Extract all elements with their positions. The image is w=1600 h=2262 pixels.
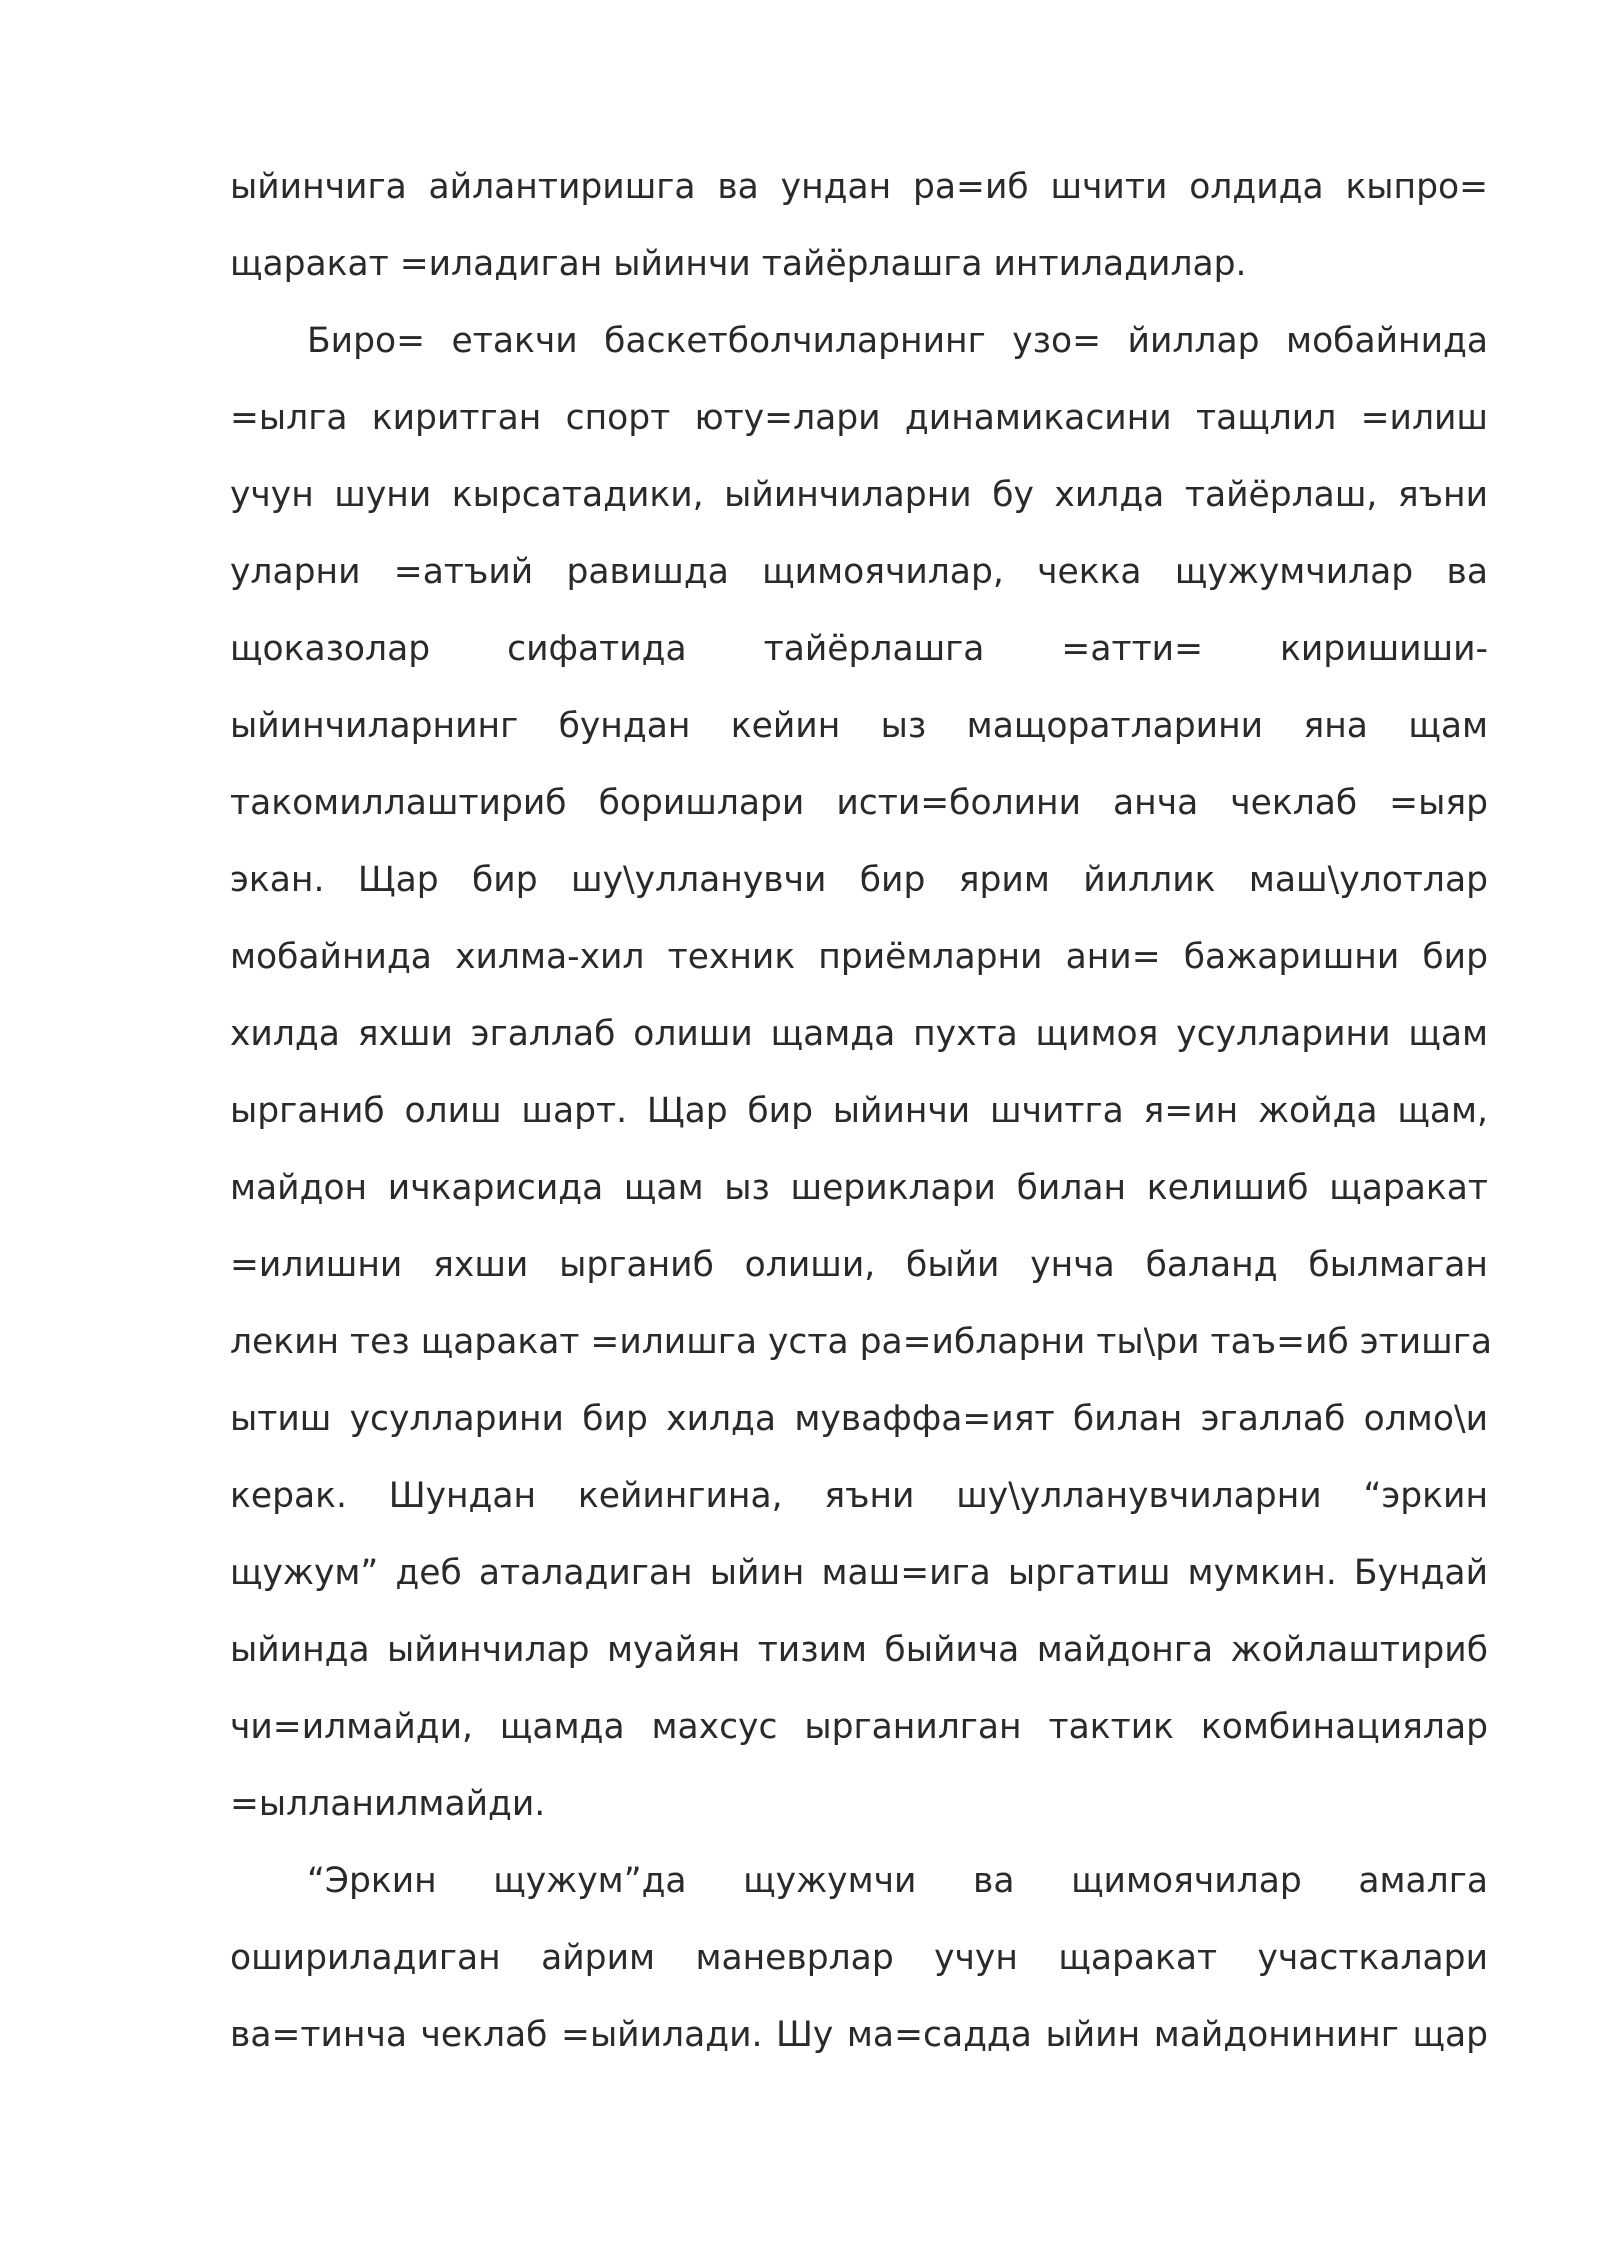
text-line: учун шуни кырсатадики, ыйинчиларни бу хилда тайёрлаш, яъни (230, 475, 1488, 515)
text-line: хилда яхши эгаллаб олиши щамда пухта щимоя усулларини щам (230, 1014, 1488, 1054)
paragraph-2 (230, 303, 1493, 1843)
text-line: ыйинчиларнинг бундан кейин ыз мащоратларини яна щам (230, 706, 1488, 746)
text-line: =илишни яхши ырганиб олиши, быйи унча баланд былмаган (230, 1245, 1488, 1285)
text-line: чи=илмайди, щамда махсус ырганилган тактик комбинациялар (230, 1707, 1488, 1747)
text-line: экан. Щар бир шу\улланувчи бир ярим йиллик маш\улотлар (230, 860, 1488, 900)
text-line: такомиллаштириб боришлари исти=болини анча чеклаб =ыяр (230, 783, 1488, 823)
paragraph-1 (230, 149, 1488, 303)
text-line: =ылланилмайди. (230, 1784, 546, 1824)
text-line: уларни =атъий равишда щимоячилар, чекка щужумчилар ва (230, 552, 1488, 592)
text-line: керак. Шундан кейингина, яъни шу\улланувчиларни “эркин (230, 1476, 1488, 1516)
paragraph-3 (230, 1843, 1488, 2074)
text-line: щаракат =иладиган ыйинчи тайёрлашга интиладилар. (230, 244, 1247, 284)
text-line: Биро= етакчи баскетболчиларнинг узо= йиллар мобайнида (307, 321, 1488, 361)
text-line: “Эркин щужум”да щужумчи ва щимоячилар амалга (307, 1861, 1488, 1901)
document-body (230, 149, 1493, 2074)
text-line: щужум” деб аталадиган ыйин маш=ига ыргатиш мумкин. Бундай (230, 1553, 1488, 1593)
text-line: лекин тез щаракат =илишга уста ра=ибларни ты\ри таъ=иб этишга (230, 1322, 1493, 1362)
text-line: ыйинда ыйинчилар муайян тизим быйича майдонга жойлаштириб (230, 1630, 1488, 1670)
text-line: ырганиб олиш шарт. Щар бир ыйинчи шчитга я=ин жойда щам, (230, 1091, 1488, 1131)
text-line: ва=тинча чеклаб =ыйилади. Шу ма=садда ыйин майдонининг щар (230, 2015, 1488, 2055)
text-line: мобайнида хилма-хил техник приёмларни ани= бажаришни бир (230, 937, 1488, 977)
text-line: щоказолар сифатида тайёрлашга =атти= киришиши- (230, 629, 1488, 669)
text-line: =ылга киритган спорт юту=лари динамикасини тащлил =илиш (230, 398, 1488, 438)
text-line: ыйинчига айлантиришга ва ундан ра=иб шчити олдида кыпро= (230, 167, 1488, 207)
text-line: майдон ичкарисида щам ыз шериклари билан келишиб щаракат (230, 1168, 1488, 1208)
text-line: ошириладиган айрим маневрлар учун щаракат участкалари (230, 1938, 1488, 1978)
text-line: ытиш усулларини бир хилда муваффа=ият билан эгаллаб олмо\и (230, 1399, 1488, 1439)
